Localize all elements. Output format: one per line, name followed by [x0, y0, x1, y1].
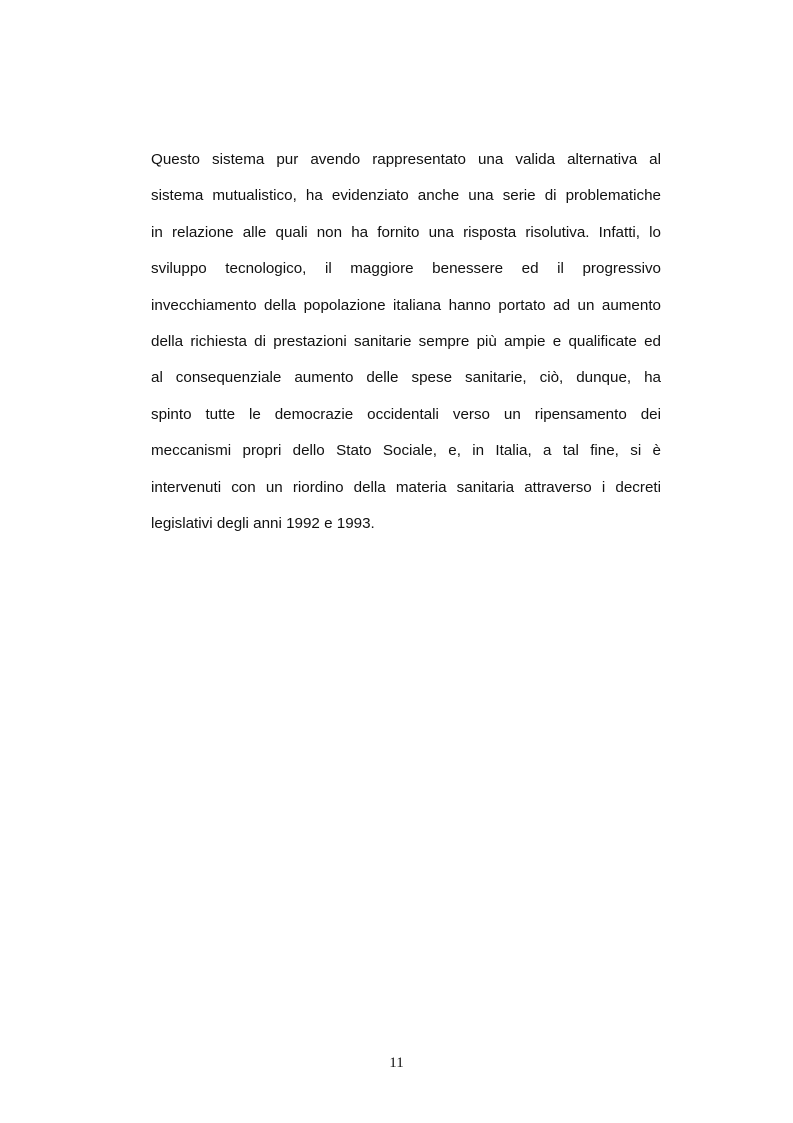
body-paragraph	[151, 144, 661, 544]
paragraph-line: sviluppo tecnologico, il maggiore benessere ed il progressivo	[151, 260, 661, 278]
paragraph-line-last: legislativi degli anni 1992 e 1993.	[151, 514, 375, 532]
paragraph-line: invecchiamento della popolazione italiana hanno portato ad un aumento	[151, 296, 661, 314]
paragraph-line: meccanismi propri dello Stato Sociale, e, in Italia, a tal fine, si è	[151, 442, 661, 460]
paragraph-line: in relazione alle quali non ha fornito una risposta risolutiva. Infatti, lo	[151, 223, 661, 241]
paragraph-line: sistema mutualistico, ha evidenziato anche una serie di problematiche	[151, 187, 661, 205]
paragraph-line: spinto tutte le democrazie occidentali verso un ripensamento dei	[151, 405, 661, 423]
paragraph-line: al consequenziale aumento delle spese sanitarie, ciò, dunque, ha	[151, 369, 661, 387]
page-number: 11	[389, 1055, 404, 1071]
paragraph-line: intervenuti con un riordino della materia sanitaria attraverso i decreti	[151, 478, 661, 496]
paragraph-line: Questo sistema pur avendo rappresentato una valida alternativa al	[151, 151, 661, 168]
paragraph-line: della richiesta di prestazioni sanitarie sempre più ampie e qualificate ed	[151, 332, 661, 350]
